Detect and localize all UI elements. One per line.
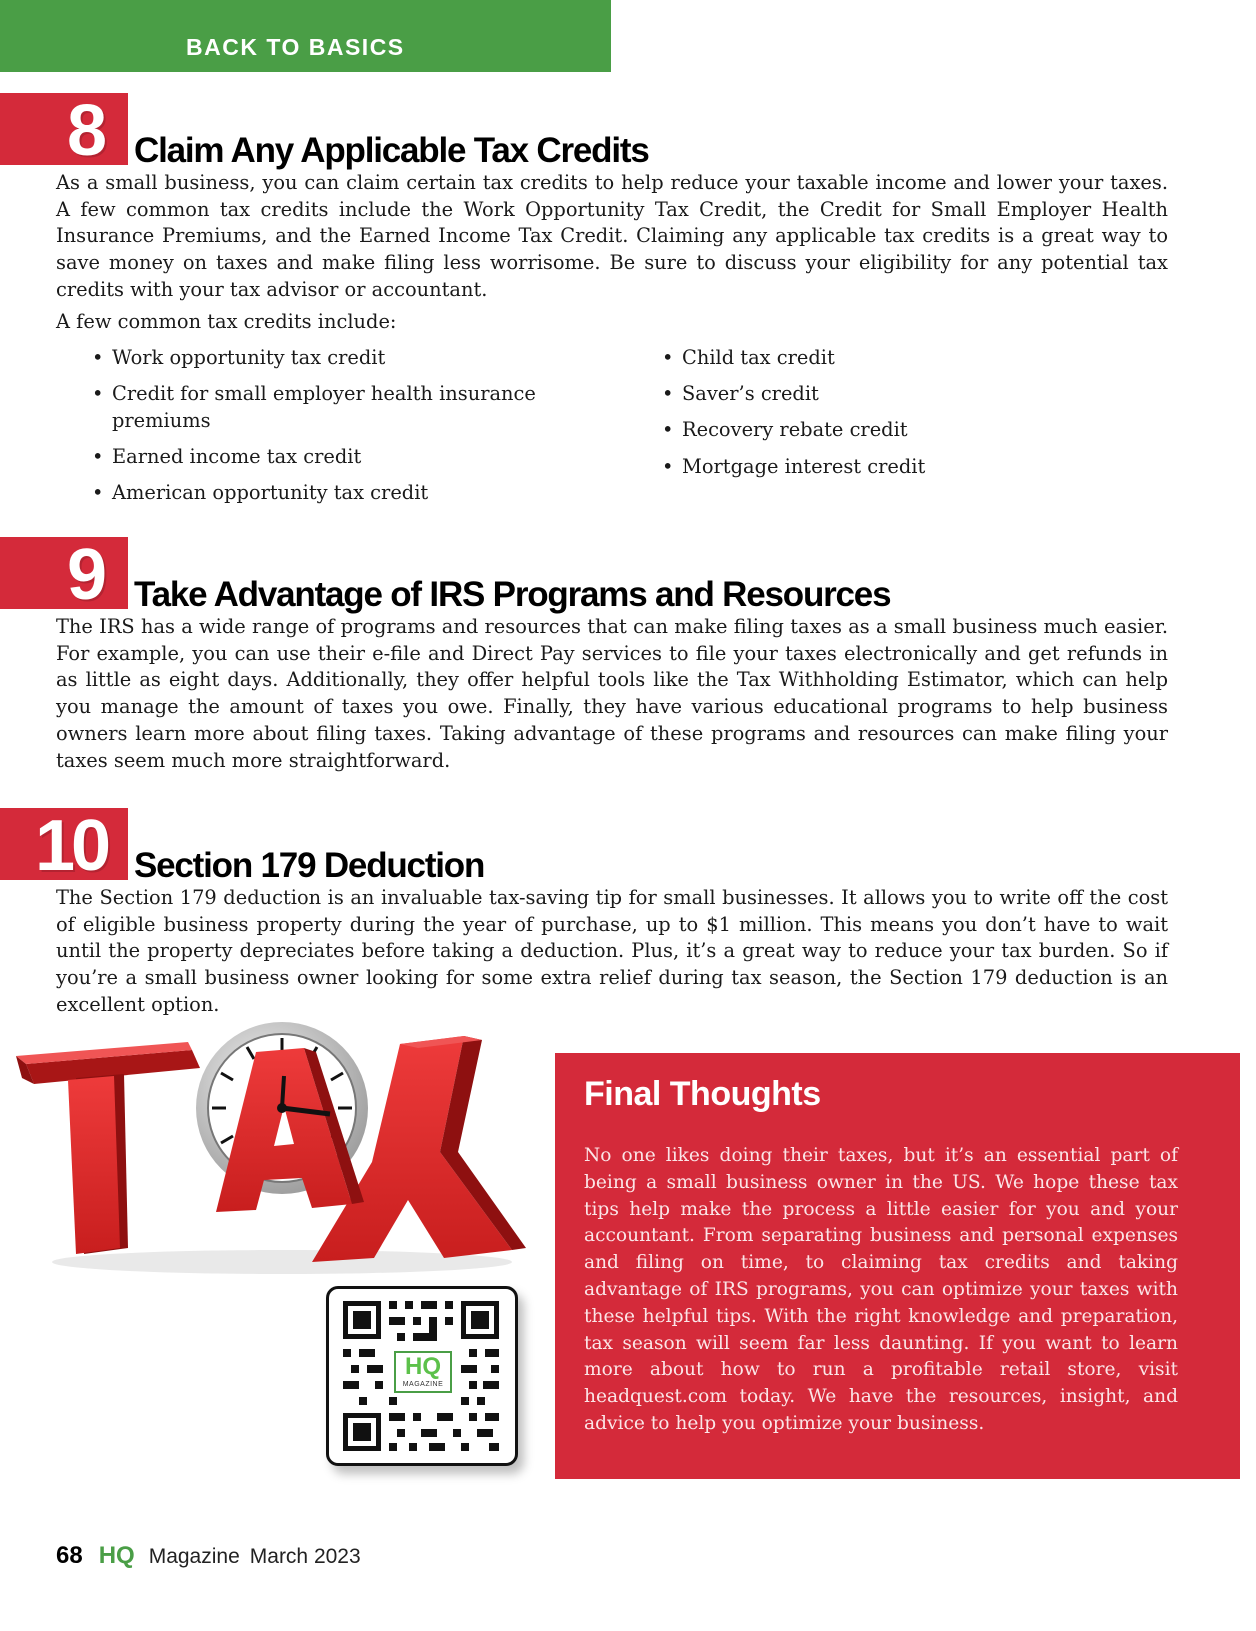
bullet-icon: • xyxy=(662,382,674,406)
section-9-body: The IRS has a wide range of programs and resources that can make filing taxes as a small business much easier. For example, you can use their e-file and Direct Pay services to file your taxes electronically and get refunds in as little as eight days. Additionally, they offer helpful tools like the Tax Withholding Estimator, which can help you manage the amount of taxes you owe. Finally, they have various educational programs to help business owners learn more about filing taxes. Taking advantage of these programs and resources can make filing your taxes seem much more straightforward. xyxy=(56,615,1168,772)
credits-list-right xyxy=(662,345,1112,490)
section-heading: Claim Any Applicable Tax Credits xyxy=(134,131,649,170)
bullet-icon: • xyxy=(92,346,104,369)
section-heading: Section 179 Deduction xyxy=(134,846,485,885)
section-number: 10 xyxy=(35,806,108,886)
section-number: 8 xyxy=(67,91,108,171)
final-thoughts-box xyxy=(555,1053,1240,1479)
section-10-body: The Section 179 deduction is an invaluable tax-saving tip for small businesses. It allows you to write off the cost of eligible business property during the year of purchase, up to $1 million. This means you don’t have to wait until the property depreciates before taking a deduction. Plus, it’s a great way to reduce your tax burden. So if you’re a small business owner looking for some extra relief during tax season, the Section 179 deduction is an excellent option. xyxy=(56,886,1168,1016)
list-item: • Mortgage interest credit xyxy=(662,454,1112,481)
issue-date: March 2023 xyxy=(249,1545,361,1568)
list-item: • Work opportunity tax credit xyxy=(92,345,542,372)
section-banner xyxy=(0,0,611,72)
bullet-icon: • xyxy=(92,382,104,406)
banner-label: BACK TO BASICS xyxy=(186,34,405,60)
list-item: • Recovery rebate credit xyxy=(662,417,1112,444)
bullet-icon: • xyxy=(662,418,674,442)
list-item: • American opportunity tax credit xyxy=(92,480,542,507)
bullet-icon: • xyxy=(662,346,674,369)
final-thoughts-title: Final Thoughts xyxy=(584,1075,821,1113)
section-number-badge xyxy=(0,535,128,615)
section-number: 9 xyxy=(67,535,108,615)
letter-t-shape xyxy=(16,1042,200,1254)
qr-hq-logo: HQ MAGAZINE xyxy=(394,1351,452,1393)
list-item: • Child tax credit xyxy=(662,345,1112,372)
list-item: • Earned income tax credit xyxy=(92,444,542,471)
bullet-icon: • xyxy=(92,445,104,469)
final-thoughts-body: No one likes doing their taxes, but it’s an essential part of being a small business owner in the US. We hope these tax tips help make the process a little easier for you and your accountant. From separating business and personal expenses and filing on time, to claiming tax credits and taking advantage of IRS programs, you can optimize your taxes with these helpful tips. With the right knowledge and preparation, tax season will seem far less daunting. If you want to learn more about how to run a profitable retail store, visit headquest.com today. We have the resources, insight, and advice to help you optimize your business. xyxy=(584,1145,1178,1434)
bullet-icon: • xyxy=(92,481,104,505)
section-number-badge xyxy=(0,91,128,171)
list-item: • Saver’s credit xyxy=(662,381,1112,408)
tax-clock-illustration xyxy=(12,1022,532,1282)
page-footer xyxy=(56,1542,361,1572)
bullet-icon: • xyxy=(662,454,674,478)
credits-intro: A few common tax credits include: xyxy=(56,310,397,333)
list-item: • Credit for small employer health insurance premiums xyxy=(92,382,536,432)
credits-list-left xyxy=(92,345,542,517)
section-number-badge xyxy=(0,806,128,886)
hq-logo: HQ xyxy=(98,1542,135,1569)
section-heading: Take Advantage of IRS Programs and Resources xyxy=(134,575,891,614)
page-number: 68 xyxy=(56,1542,83,1569)
publication-name: Magazine xyxy=(148,1545,240,1568)
section-8-body: As a small business, you can claim certain tax credits to help reduce your taxable income and lower your taxes. A few common tax credits include the Work Opportunity Tax Credit, the Credit for Small Employer Health Insurance Premiums, and the Earned Income Tax Credit. Claiming any applicable tax credits is a great way to save money on taxes and make filing less worrisome. Be sure to discuss your eligibility for any potential tax credits with your tax advisor or accountant. xyxy=(56,171,1168,301)
qr-code[interactable] xyxy=(326,1286,518,1466)
